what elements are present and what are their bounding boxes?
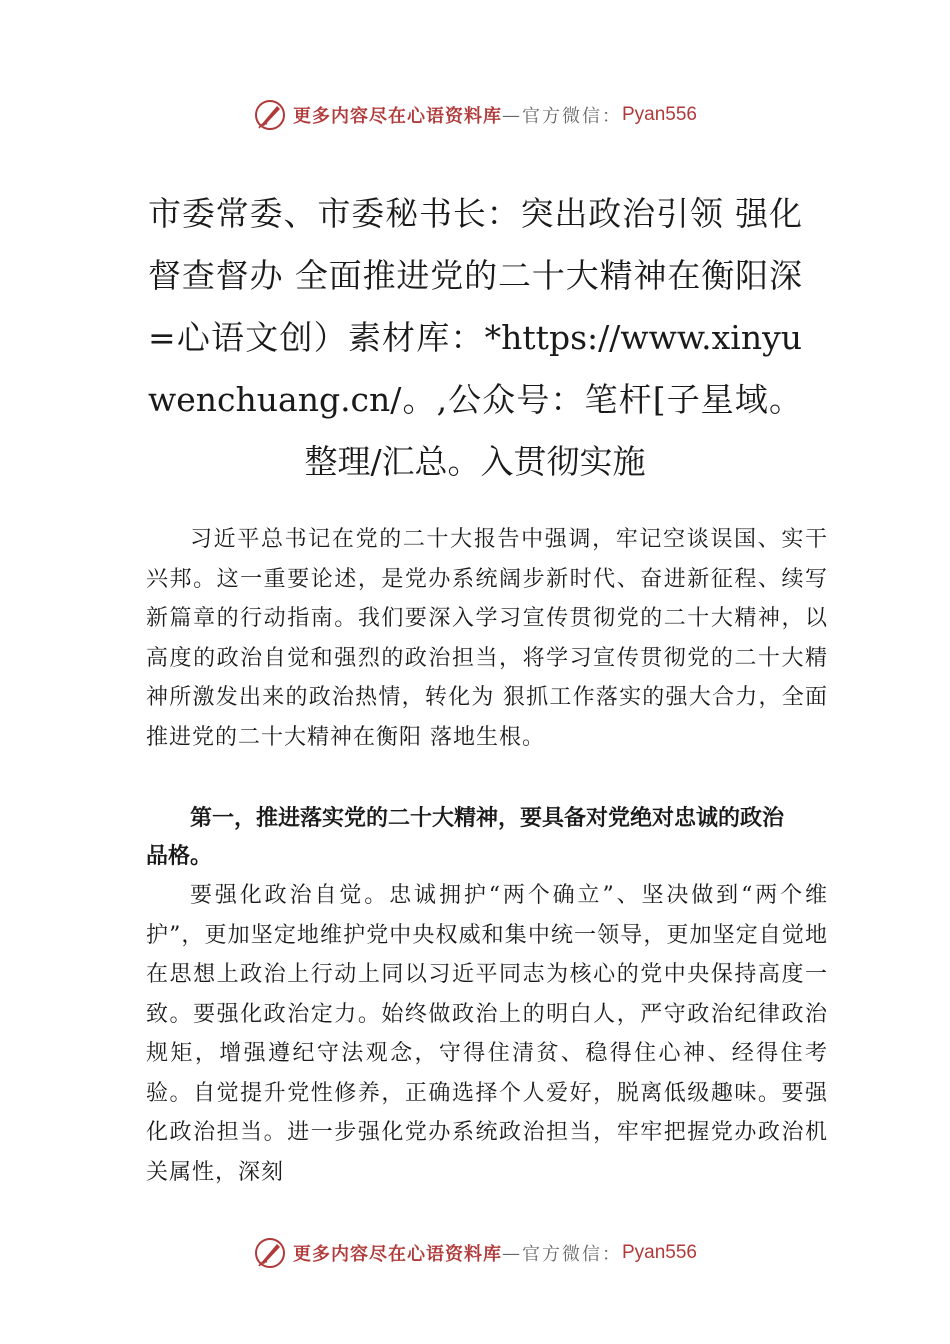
body-paragraph-2: 要强化政治自觉。忠诚拥护“两个确立”、坚决做到“两个维护”，更加坚定地维护党中央权威和集中统一领导，更加坚定自觉地在思想上政治上行动上同以习近平同志为核心的党中央保持高度一致。要强化政治定力。始终做政治上的明白人，严守政治纪律政治规矩，增强遵纪守法观念，守得住清贫、稳得住心神、经得住考验。自觉提升党性修养，正确选择个人爱好，脱离低级趣味。要强化政治担当。进一步强化党办系统政治担当，牢牢把握党办政治机关属性，深刻 [146, 883, 828, 1185]
quill-logo-icon [253, 98, 287, 132]
banner-wechat-label: 官方微信： [521, 106, 622, 127]
header-banner [0, 95, 950, 135]
banner-text: 更多内容尽在心语资料库 [292, 1244, 502, 1265]
banner-wechat-id: Pyan556 [621, 104, 697, 125]
banner-dash: — [501, 104, 522, 126]
quill-logo-icon [253, 1236, 287, 1270]
banner-wechat-id: Pyan556 [621, 1242, 697, 1263]
banner-wechat-label: 官方微信： [521, 1244, 622, 1265]
footer-banner [0, 1233, 950, 1273]
document-title: 市委常委、市委秘书长：突出政治引领 强化督查督办 全面推进党的二十大精神在衡阳深=心语文创）素材库：*https://www.xinyuwenchuang.cn/。,公众号：笔杆[子星域。整理/汇总。入贯彻实施 [148, 194, 802, 481]
banner-dash: — [501, 1242, 522, 1264]
banner-text: 更多内容尽在心语资料库 [292, 106, 502, 127]
body-paragraph-1: 习近平总书记在党的二十大报告中强调，牢记空谈误国、实干兴邦。这一重要论述，是党办系统阔步新时代、奋进新征程、续写新篇章的行动指南。我们要深入学习宣传贯彻党的二十大精神，以高度的政治自觉和强烈的政治担当，将学习宣传贯彻党的二十大精神所激发出来的政治热情，转化为 狠抓工作落实的强大合力，全面推进党的二十大精神在衡阳 落地生根。 [146, 527, 828, 750]
section-heading-1: 第一，推进落实党的二十大精神，要具备对党绝对忠诚的政治品格。 [146, 806, 785, 869]
